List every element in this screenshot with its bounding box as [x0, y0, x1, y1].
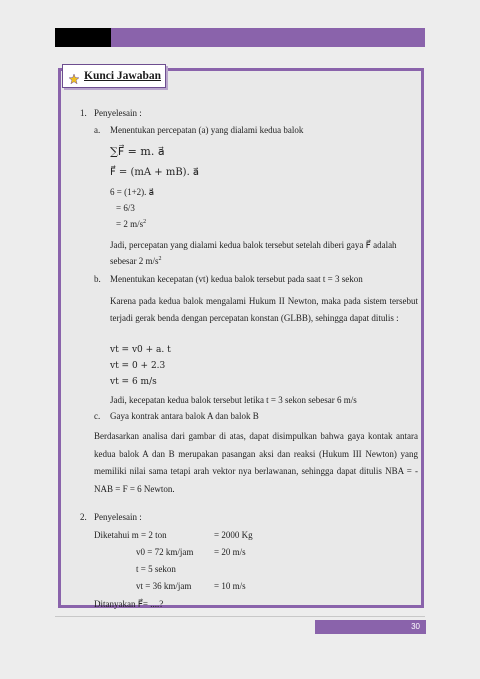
known-final-velocity: vt = 36 km/jam [136, 581, 192, 591]
problem-2-title: Penyelesain : [94, 512, 142, 522]
problem-2-number: 2. [80, 512, 87, 522]
velocity-equation-2: vt = 0 + 2.3 [110, 361, 166, 371]
velocity-conclusion: Jadi, kecepatan kedua balok tersebut letika t = 3 sekon sebesar 6 m/s [110, 395, 357, 405]
known-final-velocity-value: = 10 m/s [214, 581, 246, 591]
acceleration-conclusion: Jadi, percepatan yang dialami kedua balok tersebut setelah diberi gaya F⃗ adalah [110, 240, 397, 250]
equation-force-mass: F⃗ = (mA + mB). a⃗ [110, 167, 200, 178]
item-c-label: c. [94, 411, 101, 421]
footer-divider [55, 616, 425, 617]
velocity-equation-3: vt = 6 m/s [110, 377, 157, 387]
known-mass-value: = 2000 Kg [214, 530, 253, 540]
item-c-text: Gaya kontrak antara balok A dan balok B [110, 411, 259, 421]
item-c-paragraph: Berdasarkan analisa dari gambar di atas, dapat disimpulkan bahwa gaya kontak antara kedua balok A dan B merupakan pasangan aksi dan reaksi (Hukum III Newton) yang memiliki nilai sama tetapi arah vektor nya berlawanan, sehingga dapat ditulis NBA = -NAB = F = 6 Newton. [94, 431, 418, 494]
item-a-label: a. [94, 125, 101, 135]
problem-1-number: 1. [80, 108, 87, 118]
problem-1-title: Penyelesain : [94, 108, 142, 118]
top-bar-black [55, 28, 111, 47]
equation-sum-force: ∑F⃗ = m. a⃗ [110, 145, 165, 158]
known-time: t = 5 sekon [136, 564, 176, 574]
asked-force: Ditanyakan F⃗= ....? [94, 599, 164, 609]
acceleration-conclusion-2: sebesar 2 $m/s^2$ [110, 256, 162, 266]
known-initial-velocity-value: = 20 m/s [214, 547, 246, 557]
known-initial-velocity: v0 = 72 km/jam [136, 547, 194, 557]
item-b-text: Menentukan kecepatan (vt) kedua balok tersebut pada saat t = 3 sekon [110, 274, 363, 284]
item-b-paragraph: Karena pada kedua balok mengalami Hukum II Newton, maka pada sistem tersebut terjadi gerak benda dengan percepatan konstan (GLBB), sehingga dapat ditulis : [110, 296, 418, 323]
item-b-label: b. [94, 274, 101, 284]
section-header [62, 64, 166, 88]
known-mass: Diketahui m = 2 ton [94, 530, 167, 540]
equation-division: = 6/3 [116, 203, 135, 213]
header-title: Kunci Jawaban [84, 70, 162, 82]
velocity-equation-1: vt = v0 + a. t [110, 345, 171, 355]
star-icon [69, 71, 79, 81]
page-number: 30 [315, 620, 426, 634]
top-bar-purple [111, 28, 425, 47]
equation-substitution: 6 = (1+2). a⃗ [110, 187, 155, 197]
equation-result: = 2 $m/s^2$ [116, 219, 147, 229]
item-a-text: Menentukan percepatan (a) yang dialami kedua balok [110, 125, 304, 135]
